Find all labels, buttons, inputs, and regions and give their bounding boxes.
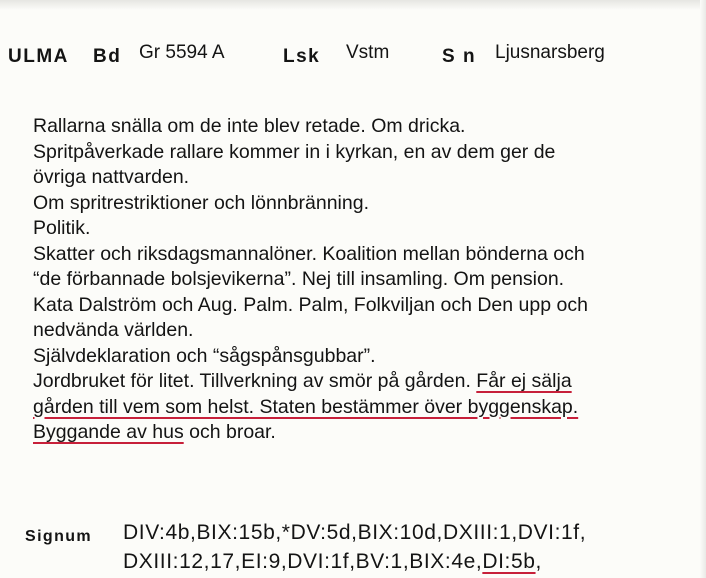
signum-line [123,547,586,576]
text-line [33,420,701,446]
text-line: Kata Dalström och Aug. Palm. Palm, Folkviljan och Den upp och [33,293,588,316]
signum-line: DIV:4b,BIX:15b,*DV:5d,BIX:10d,DXIII:1,DVI:1f, [123,521,587,544]
signum-label: Signum [25,528,93,545]
text-line: “de förbannade bolsjevikerna”. Nej till insamling. Om pension. [33,268,565,290]
scan-edge-top [0,0,706,10]
text-line: Självdeklaration och “sågspånsgubbar”. [33,344,376,367]
text-line [33,395,701,421]
text-line: nedvända världen. [33,319,194,341]
text-line: Rallarna snälla om de inte blev retade. Om dricka. [33,115,466,137]
archive-key: ULMA [8,46,69,67]
signum-segment: DXIII:12,17,EI:9,DVI:1f,BV:1,BIX:4e, [123,550,483,573]
signum-segment: , [535,550,542,573]
sn-value: Ljusnarsberg [495,42,605,63]
text-segment: Jordbruket för litet. Tillverkning av smör på gården. [33,370,477,392]
text-line: Om spritrestriktioner och lönnbränning. [33,191,369,214]
record-text [33,114,701,446]
text-line [33,369,701,395]
text-line: Politik. [33,217,91,239]
text-line: övriga nattvarden. [33,166,190,188]
signum-codes [123,518,586,576]
signum-section [25,518,705,578]
underlined-text: Får ej sälja [476,370,572,392]
underlined-signum: DI:5b [482,550,536,573]
bd-key: Bd [93,46,122,67]
text-line: Spritpåverkade rallare kommer in i kyrkan, en av dem ger de [33,140,556,163]
text-segment: och broar. [183,421,276,443]
text-line: Skatter och riksdagsmannalöner. Koalition mellan bönderna och [33,242,585,265]
bd-value: Gr 5594 A [139,42,225,63]
underlined-text: Byggande av hus [33,421,184,443]
lsk-key: Lsk [283,46,321,67]
underlined-text: gården till vem som helst. Staten bestämmer över byggenskap. [33,395,579,418]
lsk-value: Vstm [346,42,390,63]
sn-key: S n [442,46,477,67]
